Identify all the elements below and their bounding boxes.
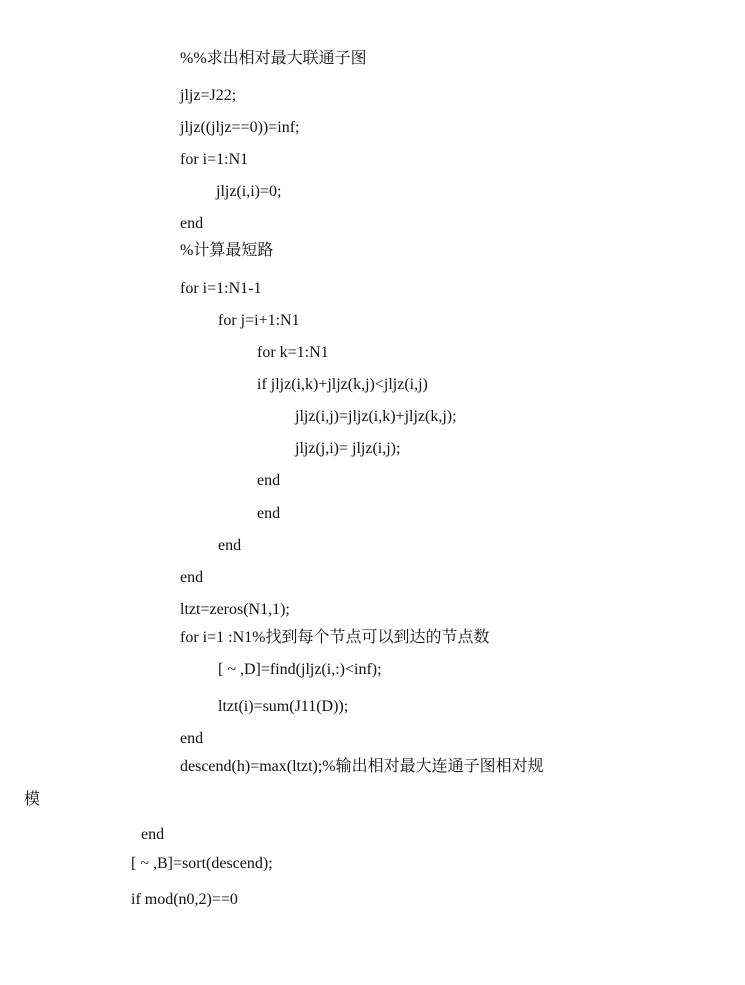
code-line: end bbox=[180, 215, 204, 232]
code-line: end bbox=[141, 826, 165, 843]
code-line: for k=1:N1 bbox=[257, 344, 329, 361]
code-line: jljz(i,i)=0; bbox=[216, 183, 282, 200]
code-line: jljz=J22; bbox=[180, 87, 237, 104]
code-line: descend(h)=max(ltzt);%输出相对最大连通子图相对规 bbox=[180, 758, 544, 775]
code-line: for i=1:N1 bbox=[180, 151, 249, 168]
code-line: for i=1:N1-1 bbox=[180, 280, 262, 297]
code-line: ltzt=zeros(N1,1); bbox=[180, 601, 290, 618]
code-line: if mod(n0,2)==0 bbox=[131, 891, 238, 908]
code-line: end bbox=[257, 505, 281, 522]
code-line: if jljz(i,k)+jljz(k,j)<jljz(i,j) bbox=[257, 376, 428, 393]
code-comment: %计算最短路 bbox=[180, 242, 274, 259]
code-line: [ ~ ,B]=sort(descend); bbox=[131, 855, 273, 872]
code-line: jljz(j,i)= jljz(i,j); bbox=[295, 440, 401, 457]
code-line: end bbox=[257, 472, 281, 489]
code-line: 模 bbox=[24, 791, 41, 808]
code-line: end bbox=[180, 730, 204, 747]
code-line: jljz((jljz==0))=inf; bbox=[180, 119, 300, 136]
code-line: jljz(i,j)=jljz(i,k)+jljz(k,j); bbox=[295, 408, 457, 425]
code-comment: %%求出相对最大联通子图 bbox=[180, 50, 367, 67]
code-line: [ ~ ,D]=find(jljz(i,:)<inf); bbox=[218, 661, 382, 678]
code-line: for i=1 :N1%找到每个节点可以到达的节点数 bbox=[180, 629, 490, 646]
code-line: for j=i+1:N1 bbox=[218, 312, 300, 329]
code-line: end bbox=[180, 569, 204, 586]
code-line: ltzt(i)=sum(J11(D)); bbox=[218, 698, 349, 715]
code-line: end bbox=[218, 537, 242, 554]
